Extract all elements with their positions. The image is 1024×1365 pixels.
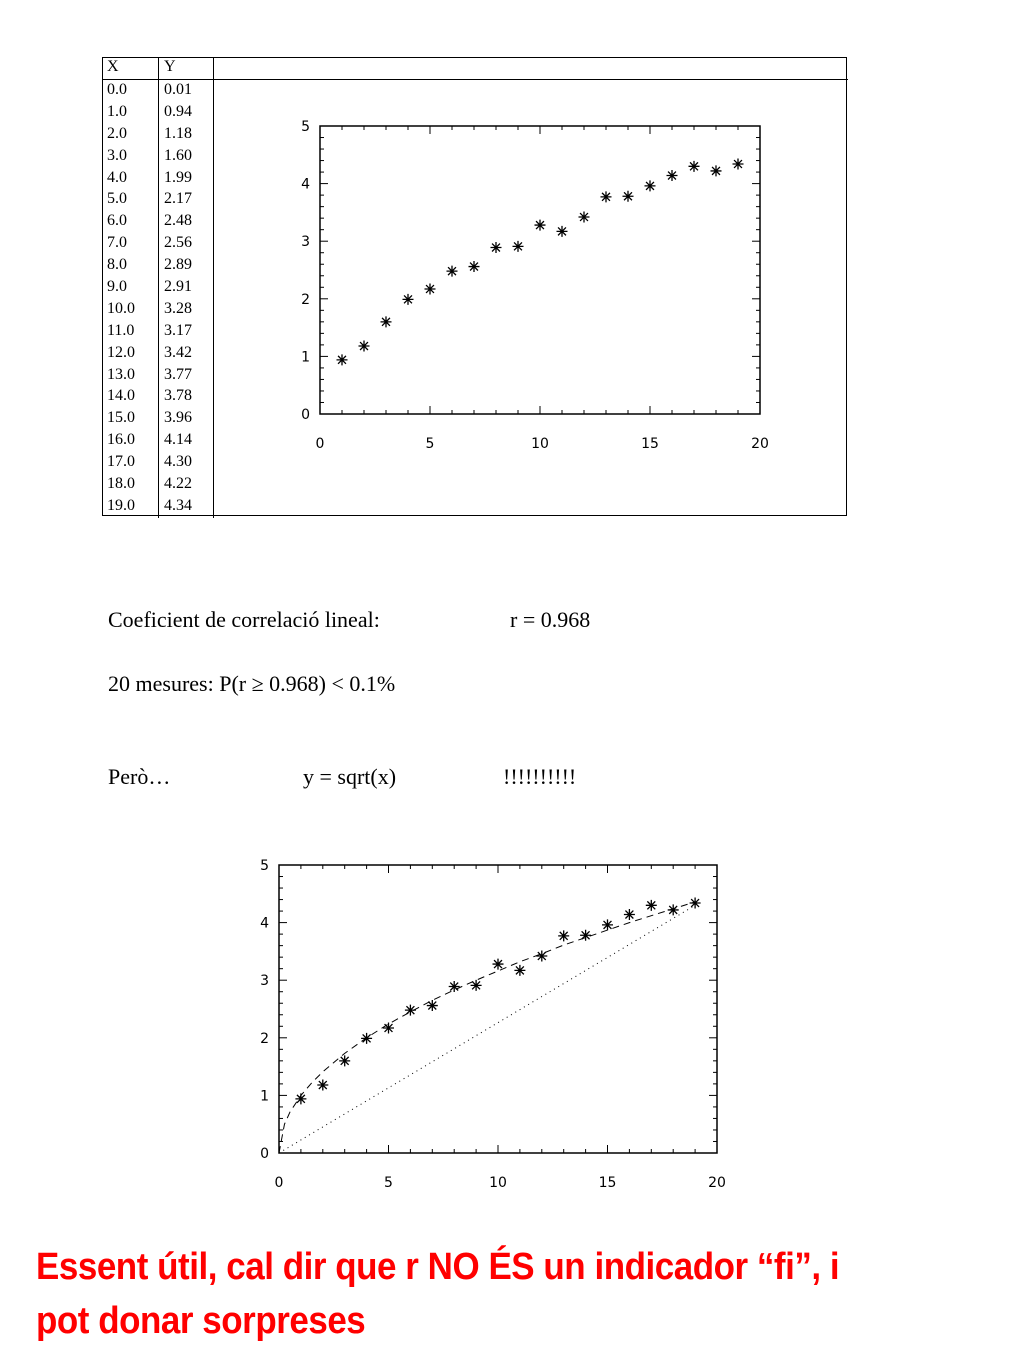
table-row (102, 80, 848, 102)
cell-y: 2.48 (159, 211, 214, 233)
data-point (646, 900, 657, 911)
data-point (514, 965, 525, 976)
header-blank (214, 57, 849, 80)
conclusion-line-2: pot donar sorpreses (36, 1300, 366, 1342)
asterisk-marker (667, 170, 678, 181)
cell-y: 3.17 (159, 321, 214, 343)
data-point (381, 316, 392, 327)
cell-x: 5.0 (102, 189, 159, 211)
asterisk-marker (447, 266, 458, 277)
asterisk-marker (514, 965, 525, 976)
cell-x: 13.0 (102, 365, 159, 387)
cell-blank (214, 80, 849, 102)
cell-y: 4.14 (159, 430, 214, 452)
cell-y: 4.34 (159, 496, 214, 518)
correlation-label: Coeficient de correlació lineal: (108, 607, 380, 632)
y-tick-label: 1 (301, 349, 310, 366)
data-point (690, 898, 701, 909)
formula-text: y = sqrt(x) (303, 764, 397, 789)
y-tick-label: 3 (301, 234, 310, 251)
x-tick-label: 20 (751, 436, 769, 452)
data-point (689, 161, 700, 172)
scatter-chart-data (280, 118, 780, 463)
cell-y: 3.96 (159, 408, 214, 430)
data-point (623, 191, 634, 202)
cell-x: 4.0 (102, 168, 159, 190)
asterisk-marker (602, 919, 613, 930)
x-tick-label: 0 (315, 436, 325, 452)
cell-y: 3.28 (159, 299, 214, 321)
x-tick-label: 5 (425, 436, 435, 452)
asterisk-marker (668, 904, 679, 915)
cell-y: 3.78 (159, 386, 214, 408)
x-tick-label: 15 (641, 436, 659, 452)
cell-x: 2.0 (102, 124, 159, 146)
exclamation-text: !!!!!!!!!! (503, 764, 577, 789)
cell-x: 18.0 (102, 474, 159, 496)
cell-x: 15.0 (102, 408, 159, 430)
x-tick-label: 5 (384, 1175, 393, 1191)
asterisk-marker (645, 180, 656, 191)
y-tick-label: 4 (301, 176, 310, 193)
data-point (602, 919, 613, 930)
data-point (624, 909, 635, 920)
data-point (449, 981, 460, 992)
cell-x: 0.0 (102, 80, 159, 102)
data-point (733, 159, 744, 170)
cell-x: 16.0 (102, 430, 159, 452)
cell-y: 0.94 (159, 102, 214, 124)
asterisk-marker (339, 1055, 350, 1066)
asterisk-marker (690, 898, 701, 909)
header-x: X (102, 57, 159, 80)
linear-fit-line (279, 905, 695, 1153)
asterisk-marker (579, 212, 590, 223)
asterisk-marker (359, 341, 370, 352)
cell-y: 3.42 (159, 343, 214, 365)
data-point (403, 294, 414, 305)
asterisk-marker (449, 981, 460, 992)
asterisk-marker (337, 354, 348, 365)
cell-x: 11.0 (102, 321, 159, 343)
y-tick-label: 2 (301, 291, 310, 308)
cell-y: 2.56 (159, 233, 214, 255)
data-point (339, 1055, 350, 1066)
asterisk-marker (623, 191, 634, 202)
header-y: Y (159, 57, 214, 80)
y-tick-label: 5 (301, 119, 310, 135)
y-tick-label: 4 (260, 915, 269, 932)
asterisk-marker (381, 316, 392, 327)
cell-x: 9.0 (102, 277, 159, 299)
cell-x: 7.0 (102, 233, 159, 255)
y-tick-label: 5 (260, 858, 269, 874)
conclusion-line-1: Essent útil, cal dir que r NO ÉS un indicador “fi”, i (36, 1246, 840, 1288)
cell-y: 3.77 (159, 365, 214, 387)
y-tick-label: 0 (260, 1146, 269, 1162)
cell-x: 10.0 (102, 299, 159, 321)
correlation-value: r = 0.968 (510, 607, 591, 632)
y-tick-label: 1 (260, 1088, 269, 1105)
data-point (535, 220, 546, 231)
asterisk-marker (624, 909, 635, 920)
measures-text: 20 mesures: P(r ≥ 0.968) < 0.1% (108, 671, 396, 696)
data-point (711, 165, 722, 176)
cell-y: 1.99 (159, 168, 214, 190)
data-point (668, 904, 679, 915)
y-tick-label: 2 (260, 1030, 269, 1047)
data-point (317, 1080, 328, 1091)
cell-y: 0.01 (159, 80, 214, 102)
cell-y: 4.30 (159, 452, 214, 474)
data-point (447, 266, 458, 277)
x-tick-label: 0 (274, 1175, 284, 1191)
table-row (102, 474, 848, 496)
cell-y: 2.17 (159, 189, 214, 211)
cell-x: 3.0 (102, 146, 159, 168)
data-point (558, 930, 569, 941)
data-point (337, 354, 348, 365)
data-point (645, 180, 656, 191)
cell-blank (214, 474, 849, 496)
cell-x: 19.0 (102, 496, 159, 518)
cell-x: 6.0 (102, 211, 159, 233)
data-point (383, 1023, 394, 1034)
x-tick-label: 10 (531, 436, 549, 452)
data-point (425, 284, 436, 295)
asterisk-marker (383, 1023, 394, 1034)
asterisk-marker (733, 159, 744, 170)
data-point (667, 170, 678, 181)
data-point (491, 242, 502, 253)
cell-y: 2.89 (159, 255, 214, 277)
asterisk-marker (425, 284, 436, 295)
data-point (601, 191, 612, 202)
cell-y: 1.60 (159, 146, 214, 168)
asterisk-marker (689, 161, 700, 172)
data-point (427, 1000, 438, 1011)
cell-x: 8.0 (102, 255, 159, 277)
asterisk-marker (491, 242, 502, 253)
data-point (579, 212, 590, 223)
x-tick-label: 10 (489, 1175, 507, 1191)
asterisk-marker (493, 959, 504, 970)
scatter-chart-with-fits (240, 855, 740, 1200)
data-point (493, 959, 504, 970)
cell-y: 1.18 (159, 124, 214, 146)
asterisk-marker (469, 261, 480, 272)
asterisk-marker (601, 191, 612, 202)
asterisk-marker (646, 900, 657, 911)
y-tick-label: 0 (301, 407, 310, 423)
x-tick-label: 15 (598, 1175, 617, 1191)
table-row (102, 496, 848, 518)
cell-y: 4.22 (159, 474, 214, 496)
pero-text: Però… (108, 764, 171, 789)
cell-x: 1.0 (102, 102, 159, 124)
data-point (469, 261, 480, 272)
data-point (557, 226, 568, 237)
sqrt-fit-line (279, 902, 695, 1153)
table-header-row (102, 57, 848, 80)
asterisk-marker (535, 220, 546, 231)
x-tick-label: 20 (708, 1175, 726, 1191)
data-point (513, 241, 524, 252)
data-point (359, 341, 370, 352)
asterisk-marker (403, 294, 414, 305)
cell-x: 17.0 (102, 452, 159, 474)
cell-y: 2.91 (159, 277, 214, 299)
cell-x: 14.0 (102, 386, 159, 408)
asterisk-marker (557, 226, 568, 237)
asterisk-marker (711, 165, 722, 176)
cell-blank (214, 496, 849, 518)
cell-x: 12.0 (102, 343, 159, 365)
asterisk-marker (513, 241, 524, 252)
y-tick-label: 3 (260, 973, 269, 990)
asterisk-marker (427, 1000, 438, 1011)
asterisk-marker (317, 1080, 328, 1091)
asterisk-marker (558, 930, 569, 941)
